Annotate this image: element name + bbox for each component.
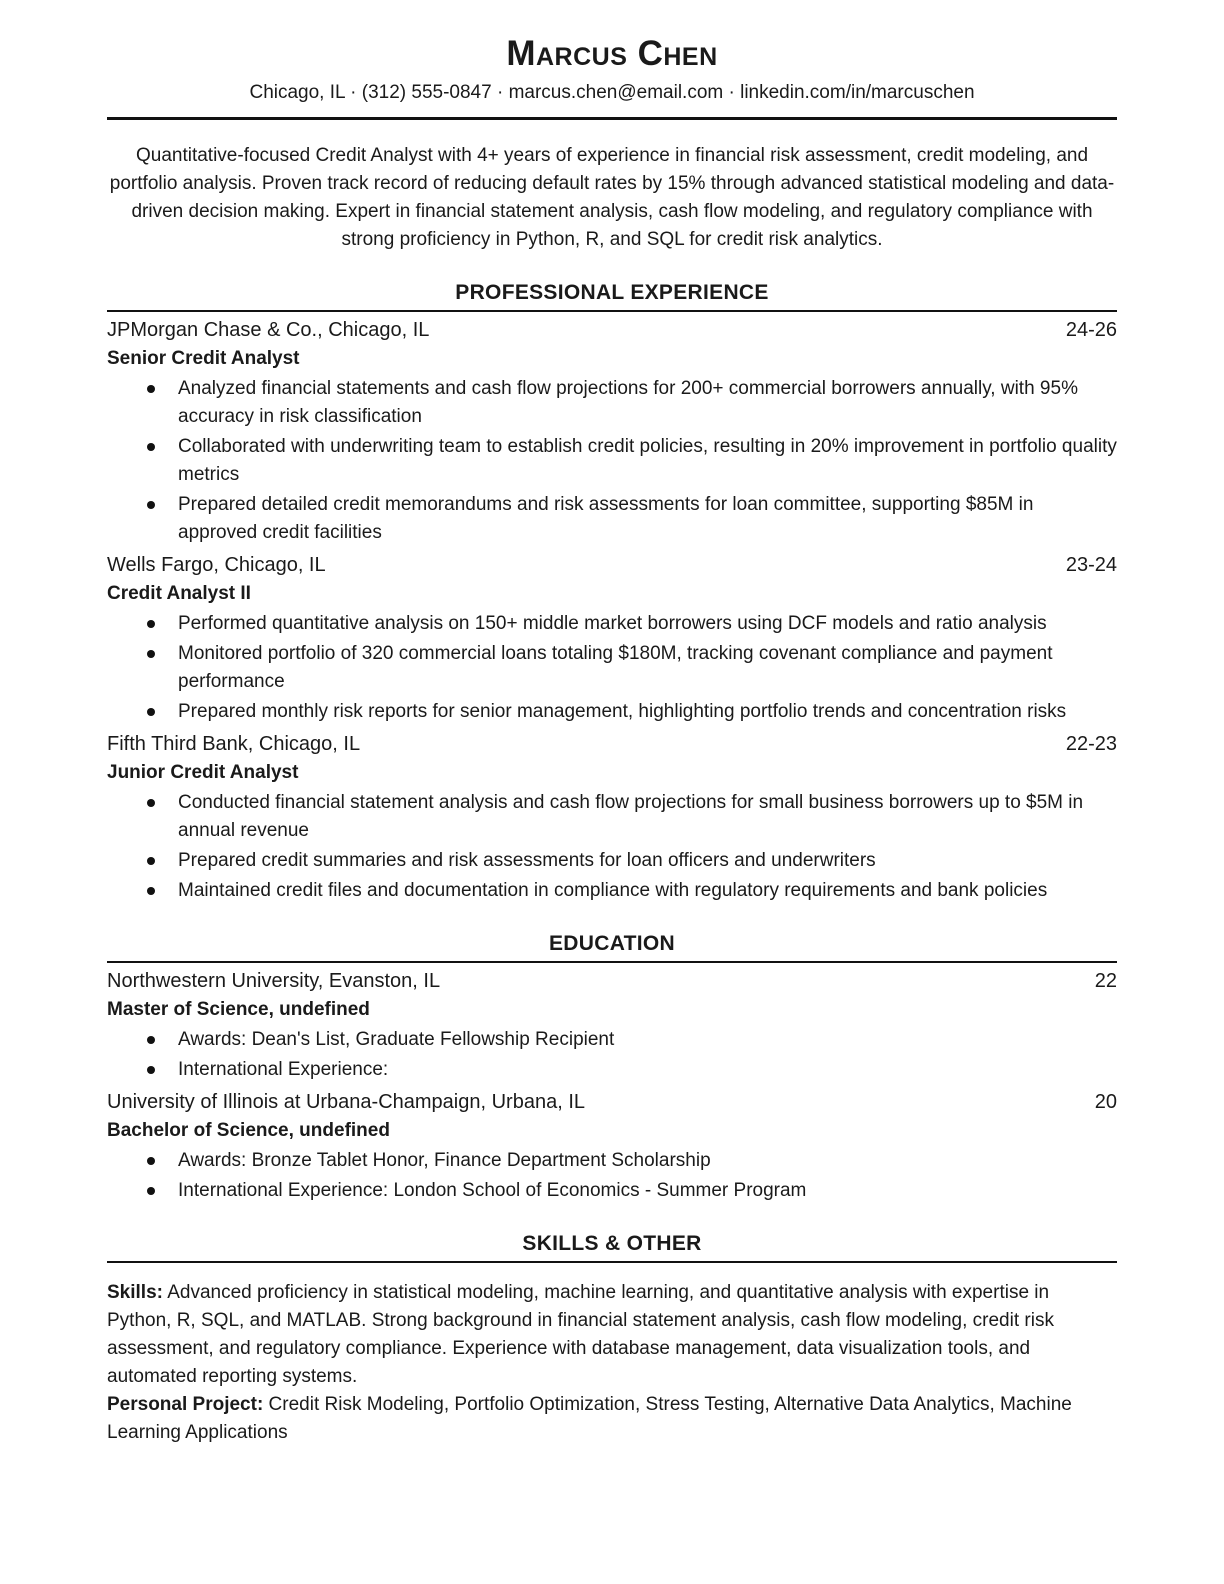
bullet-text: Prepared detailed credit memorandums and risk assessments for loan committee, supporting $85M in approved credit facilities bbox=[178, 494, 1034, 544]
bullet-text: Awards: Dean's List, Graduate Fellowship Recipient bbox=[178, 1029, 615, 1051]
skills-text: Advanced proficiency in statistical modeling, machine learning, and quantitative analysis with expertise in Python, R, SQL, and MATLAB. Strong background in financial statement analysis, cash flow modeling, credit risk assessment, and regulatory compliance. Experience with database management, data visualization tools, and automated reporting systems. bbox=[107, 1282, 1054, 1388]
bullet-dot-icon bbox=[147, 1036, 155, 1044]
bullet-text: Collaborated with underwriting team to establish credit policies, resulting in 20% improvement in portfolio quality metrics bbox=[178, 436, 1117, 486]
candidate-name: Marcus Chen bbox=[506, 34, 718, 73]
section-title-experience: PROFESSIONAL EXPERIENCE bbox=[107, 281, 1117, 312]
education-entry bbox=[107, 1088, 1117, 1205]
bullet-text: International Experience: bbox=[178, 1059, 389, 1081]
personal-project-label: Personal Project: bbox=[107, 1394, 264, 1416]
bullet-dot-icon bbox=[147, 799, 155, 807]
bullet-list bbox=[107, 375, 1117, 547]
school-name: Northwestern University, Evanston, IL bbox=[107, 970, 441, 993]
bullet-item bbox=[107, 877, 1117, 905]
bullet-dot-icon bbox=[147, 708, 155, 716]
bullet-item bbox=[107, 698, 1117, 726]
job-title: Senior Credit Analyst bbox=[107, 348, 300, 370]
skills-paragraph bbox=[107, 1279, 1117, 1391]
bullet-text: Conducted financial statement analysis and cash flow projections for small business borrowers up to $5M in annual revenue bbox=[178, 792, 1084, 842]
bullet-item bbox=[107, 610, 1117, 638]
experience-entry bbox=[107, 551, 1117, 726]
school-name: University of Illinois at Urbana-Champaign, Urbana, IL bbox=[107, 1091, 585, 1114]
bullet-dot-icon bbox=[147, 1157, 155, 1165]
bullet-list bbox=[107, 789, 1117, 905]
personal-project-text: Credit Risk Modeling, Portfolio Optimization, Stress Testing, Alternative Data Analytics, Machine Learning Applications bbox=[107, 1394, 1072, 1444]
skills-block bbox=[107, 1279, 1117, 1447]
bullet-item bbox=[107, 847, 1117, 875]
bullet-dot-icon bbox=[147, 501, 155, 509]
date-range: 23-24 bbox=[1065, 554, 1117, 577]
degree-title: Master of Science, undefined bbox=[107, 999, 370, 1021]
bullet-text: Awards: Bronze Tablet Honor, Finance Department Scholarship bbox=[178, 1150, 711, 1172]
entry-header bbox=[107, 316, 1117, 345]
bullet-list bbox=[107, 1147, 1117, 1205]
section-title-skills: SKILLS & OTHER bbox=[107, 1232, 1117, 1263]
bullet-text: International Experience: London School of Economics - Summer Program bbox=[178, 1180, 807, 1202]
company-name: JPMorgan Chase & Co., Chicago, IL bbox=[107, 319, 430, 342]
entry-header bbox=[107, 1088, 1117, 1117]
bullet-text: Prepared monthly risk reports for senior management, highlighting portfolio trends and concentration risks bbox=[178, 701, 1067, 723]
bullet-item bbox=[107, 375, 1117, 431]
bullet-dot-icon bbox=[147, 1187, 155, 1195]
experience-entry bbox=[107, 730, 1117, 905]
bullet-dot-icon bbox=[147, 887, 155, 895]
date-range: 24-26 bbox=[1065, 319, 1117, 342]
bullet-item bbox=[107, 1056, 1117, 1084]
bullet-dot-icon bbox=[147, 385, 155, 393]
experience-entry bbox=[107, 316, 1117, 547]
bullet-dot-icon bbox=[147, 620, 155, 628]
entry-header bbox=[107, 551, 1117, 580]
bullet-dot-icon bbox=[147, 443, 155, 451]
contact-line: Chicago, IL · (312) 555-0847 · marcus.chen@email.com · linkedin.com/in/marcuschen bbox=[249, 82, 975, 104]
job-title: Junior Credit Analyst bbox=[107, 762, 299, 784]
education-entry bbox=[107, 967, 1117, 1084]
bullet-text: Prepared credit summaries and risk assessments for loan officers and underwriters bbox=[178, 850, 876, 872]
bullet-list bbox=[107, 610, 1117, 726]
company-name: Fifth Third Bank, Chicago, IL bbox=[107, 733, 361, 756]
bullet-dot-icon bbox=[147, 1066, 155, 1074]
section-title-education: EDUCATION bbox=[107, 932, 1117, 963]
date-range: 22-23 bbox=[1065, 733, 1117, 756]
bullet-dot-icon bbox=[147, 650, 155, 658]
bullet-text: Analyzed financial statements and cash flow projections for 200+ commercial borrowers annually, with 95% accuracy in risk classification bbox=[178, 378, 1078, 428]
degree-title: Bachelor of Science, undefined bbox=[107, 1120, 390, 1142]
bullet-item bbox=[107, 1147, 1117, 1175]
bullet-text: Monitored portfolio of 320 commercial loans totaling $180M, tracking covenant compliance and payment performance bbox=[178, 643, 1053, 693]
bullet-item bbox=[107, 433, 1117, 489]
entry-header bbox=[107, 967, 1117, 996]
job-title: Credit Analyst II bbox=[107, 583, 251, 605]
date-range: 22 bbox=[1094, 970, 1117, 993]
bullet-item bbox=[107, 789, 1117, 845]
bullet-text: Maintained credit files and documentation in compliance with regulatory requirements and bank policies bbox=[178, 880, 1048, 902]
bullet-text: Performed quantitative analysis on 150+ middle market borrowers using DCF models and ratio analysis bbox=[178, 613, 1047, 635]
bullet-dot-icon bbox=[147, 857, 155, 865]
skills-label: Skills: bbox=[107, 1282, 163, 1304]
bullet-item bbox=[107, 1177, 1117, 1205]
bullet-list bbox=[107, 1026, 1117, 1084]
bullet-item bbox=[107, 491, 1117, 547]
header-divider bbox=[107, 117, 1117, 120]
company-name: Wells Fargo, Chicago, IL bbox=[107, 554, 326, 577]
summary-paragraph: Quantitative-focused Credit Analyst with 4+ years of experience in financial risk assessment, credit modeling, and portfolio analysis. Proven track record of reducing default rates by 15% through advanced statistical modeling and data-driven decision making. Expert in financial statement analysis, cash flow modeling, and regulatory compliance with strong proficiency in Python, R, and SQL for credit risk analytics. bbox=[109, 145, 1115, 251]
personal-project-paragraph bbox=[107, 1391, 1117, 1447]
date-range: 20 bbox=[1094, 1091, 1117, 1114]
bullet-item bbox=[107, 1026, 1117, 1054]
entry-header bbox=[107, 730, 1117, 759]
bullet-item bbox=[107, 640, 1117, 696]
